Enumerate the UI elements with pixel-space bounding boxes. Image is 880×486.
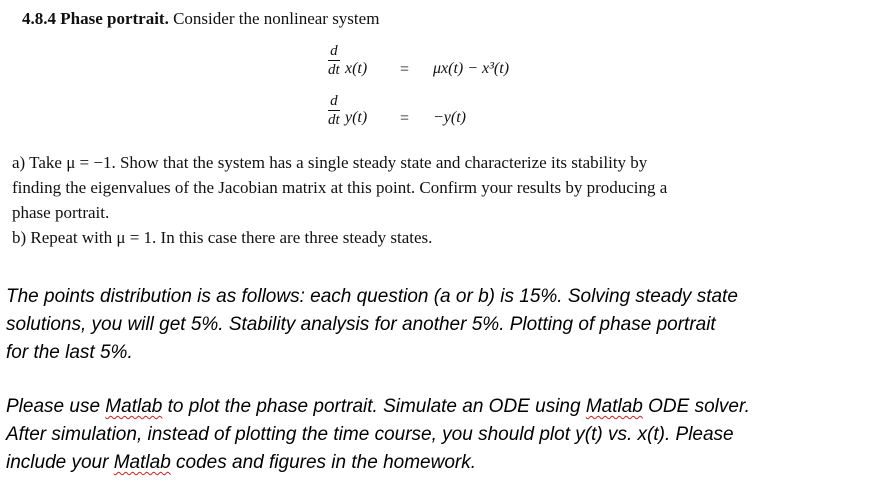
grading-note-line: for the last 5%. [6, 342, 133, 363]
problem-intro: Consider the nonlinear system [173, 9, 380, 28]
fraction-numerator: d [330, 43, 338, 59]
instruction-text: codes and figures in the homework. [170, 452, 476, 473]
problem-title: Phase portrait. [60, 9, 169, 28]
problem-number: 4.8.4 [22, 9, 56, 28]
part-a-line: finding the eigenvalues of the Jacobian matrix at this point. Confirm your results by producing a [12, 178, 668, 197]
grading-note [6, 283, 876, 367]
equation-lhs: x(t) [345, 60, 368, 77]
spellcheck-word: Matlab [113, 452, 171, 473]
instruction-text: include your [6, 452, 114, 473]
part-a-line: phase portrait. [12, 203, 110, 222]
derivative-fraction [328, 93, 340, 128]
instruction-text: to plot the phase portrait. Simulate an ODE using [162, 396, 586, 417]
instruction-line [6, 449, 876, 477]
matlab-instructions [6, 393, 876, 477]
instruction-text: Please use [6, 396, 106, 417]
instruction-line [6, 393, 876, 421]
equation-relation: = [400, 61, 410, 78]
instruction-text: ODE solver. [642, 396, 750, 417]
equation-rhs: μx(t) − x³(t) [433, 60, 510, 77]
spellcheck-word: Matlab [105, 396, 163, 417]
fraction-denominator: dt [328, 62, 340, 78]
grading-note-line: solutions, you will get 5%. Stability analysis for another 5%. Plotting of phase portrait [6, 314, 716, 335]
spellcheck-word: Matlab [585, 396, 643, 417]
instruction-line: After simulation, instead of plotting the time course, you should plot y(t) vs. x(t). Please [6, 424, 734, 445]
part-b-line: b) Repeat with μ = 1. In this case there are three steady states. [12, 228, 433, 247]
equation-relation: = [400, 110, 410, 127]
fraction-numerator: d [330, 93, 338, 109]
problem-heading [22, 9, 379, 29]
equation-rhs: −y(t) [433, 109, 466, 126]
fraction-bar [328, 60, 340, 61]
fraction-denominator: dt [328, 112, 340, 128]
grading-note-line: The points distribution is as follows: each question (a or b) is 15%. Solving steady state [6, 286, 738, 307]
derivative-fraction [328, 43, 340, 78]
fraction-bar [328, 110, 340, 111]
equation-lhs: y(t) [345, 109, 368, 126]
part-a-line: a) Take μ = −1. Show that the system has a single steady state and characterize its stability by [12, 153, 648, 172]
problem-parts [12, 150, 872, 250]
